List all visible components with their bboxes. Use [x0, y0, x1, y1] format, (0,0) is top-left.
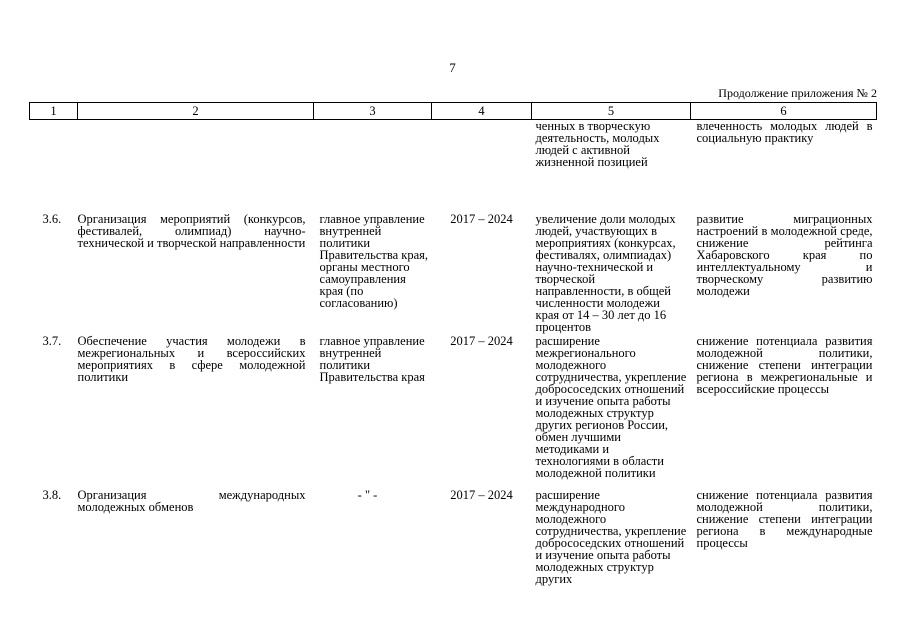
row-number: 3.6.	[42, 212, 62, 226]
risk-cell: развитие миграционных настроений в молодежной среде, снижение рейтинга Хабаровского края по интеллектуальному и творческому развитию молодежи	[696, 212, 873, 298]
column-header: 6	[691, 103, 877, 120]
row-number: 3.8.	[42, 488, 62, 502]
executor-cell: главное управление внутренней политики Правительства края	[319, 334, 425, 384]
column-header: 2	[78, 103, 314, 120]
table-row	[30, 479, 877, 585]
executor-cell: главное управление внутренней политики Правительства края, органы местного самоуправления края (по согласованию)	[319, 212, 429, 310]
period-cell: 2017 – 2024	[450, 334, 513, 348]
result-cell: расширение межрегионального молодежного сотрудничества, укрепление добрососедских отношений и изучение опыта работы молодежных структур других регионов России, обмен лучшими методиками и технологиями в области молодежной политики	[535, 334, 687, 480]
table-row-continued	[30, 120, 877, 169]
column-header: 3	[314, 103, 432, 120]
period-cell: 2017 – 2024	[450, 212, 513, 226]
column-header: 5	[532, 103, 691, 120]
measures-table	[29, 102, 877, 585]
risk-cell: влеченность молодых людей в социальную практику	[696, 119, 873, 145]
table-row	[30, 168, 877, 333]
period-cell: 2017 – 2024	[450, 488, 513, 502]
measure-name: Организация мероприятий (конкурсов, фестивалей, олимпиад) научно-технической и творческой направленности	[77, 212, 306, 250]
column-header: 4	[432, 103, 532, 120]
result-cell: увеличение доли молодых людей, участвующих в мероприятиях (конкурсах, фестивалях, олимпиадах) научно-технической и творческой направленности, в общей численности молодежи края от 14 – 30 лет до 16 процентов	[535, 212, 676, 334]
result-cell: расширение международного молодежного сотрудничества, укрепление добрососедских отношений и изучение опыта работы молодежных структур других	[535, 488, 687, 586]
risk-cell: снижение потенциала развития молодежной политики, снижение степени интеграции региона в международные процессы	[696, 488, 873, 550]
measure-name: Организация международных молодежных обменов	[77, 488, 306, 514]
row-number: 3.7.	[42, 334, 62, 348]
result-cell: ченных в творческую деятельность, молодых людей с активной жизненной позицией	[535, 119, 660, 169]
table-row	[30, 333, 877, 479]
risk-cell: снижение потенциала развития молодежной политики, снижение степени интеграции региона в межрегиональные и всероссийские процессы	[696, 334, 873, 396]
executor-cell: - " -	[357, 488, 378, 502]
continuation-label: Продолжение приложения № 2	[718, 86, 877, 100]
column-header: 1	[30, 103, 78, 120]
measure-name: Обеспечение участия молодежи в межрегиональных и всероссийских мероприятиях в сфере молодежной политики	[77, 334, 306, 384]
page-number: 7	[449, 60, 456, 75]
table-header-row	[30, 103, 877, 120]
